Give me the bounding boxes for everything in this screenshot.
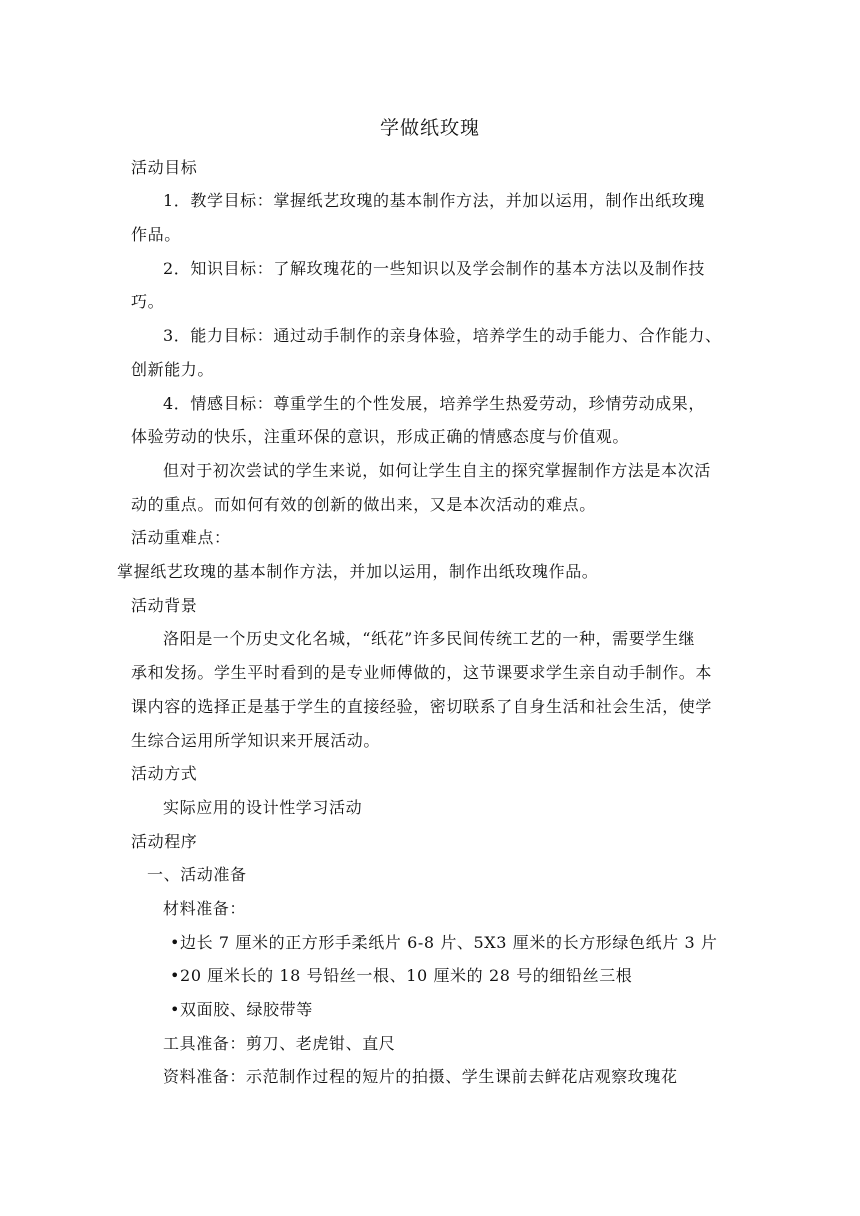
list-item: •20 厘米长的 18 号铅丝一根、10 厘米的 28 号的细铅丝三根 <box>170 966 633 985</box>
paragraph-line: 3．能力目标：通过动手制作的亲身体验，培养学生的动手能力、合作能力、 <box>163 326 722 345</box>
list-item: •边长 7 厘米的正方形手柔纸片 6-8 片、5X3 厘米的长方形绿色纸片 3 片 <box>170 933 718 952</box>
paragraph-line: 创新能力。 <box>131 360 215 379</box>
subsection-heading: 一、活动准备 <box>147 865 247 884</box>
paragraph-line: 课内容的选择正是基于学生的直接经验，密切联系了自身生活和社会生活，使学 <box>131 697 713 716</box>
list-item: •双面胶、绿胶带等 <box>170 1000 313 1019</box>
paragraph-line: 资料准备：示范制作过程的短片的拍摄、学生课前去鲜花店观察玫瑰花 <box>163 1067 678 1086</box>
paragraph-line: 但对于初次尝试的学生来说，如何让学生自主的探究掌握制作方法是本次活 <box>163 461 711 480</box>
document-title: 学做纸玫瑰 <box>379 117 480 139</box>
paragraph-line: 4．情感目标：尊重学生的个性发展，培养学生热爱劳动，珍情劳动成果， <box>163 394 705 413</box>
paragraph-line: 体验劳动的快乐，注重环保的意识，形成正确的情感态度与价值观。 <box>131 427 630 446</box>
section-heading-key-points: 活动重难点： <box>131 528 231 547</box>
paragraph-line: 巧。 <box>131 292 165 311</box>
paragraph-line: 实际应用的设计性学习活动 <box>163 798 363 817</box>
paragraph-line: 作品。 <box>131 225 181 244</box>
paragraph-line: 生综合运用所学知识来开展活动。 <box>131 731 381 750</box>
paragraph-line: 动的重点。而如何有效的创新的做出来，又是本次活动的难点。 <box>131 495 596 514</box>
paragraph-line: 掌握纸艺玫瑰的基本制作方法，并加以运用，制作出纸玫瑰作品。 <box>117 562 599 581</box>
section-heading-procedure: 活动程序 <box>131 832 198 851</box>
paragraph-line: 承和发扬。学生平时看到的是专业师傅做的，这节课要求学生亲自动手制作。本 <box>131 663 713 682</box>
section-heading-method: 活动方式 <box>131 764 198 783</box>
section-heading-background: 活动背景 <box>131 596 198 615</box>
paragraph-line: 工具准备：剪刀、老虎钳、直尺 <box>163 1034 396 1053</box>
paragraph-line: 2．知识目标：了解玫瑰花的一些知识以及学会制作的基本方法以及制作技 <box>163 259 705 278</box>
section-heading-goals: 活动目标 <box>131 158 198 177</box>
paragraph-line: 1．教学目标：掌握纸艺玫瑰的基本制作方法，并加以运用，制作出纸玫瑰 <box>163 191 705 210</box>
paragraph-line: 材料准备： <box>163 899 247 918</box>
paragraph-line: 洛阳是一个历史文化名城，“纸花”许多民间传统工艺的一种，需要学生继 <box>163 629 696 648</box>
